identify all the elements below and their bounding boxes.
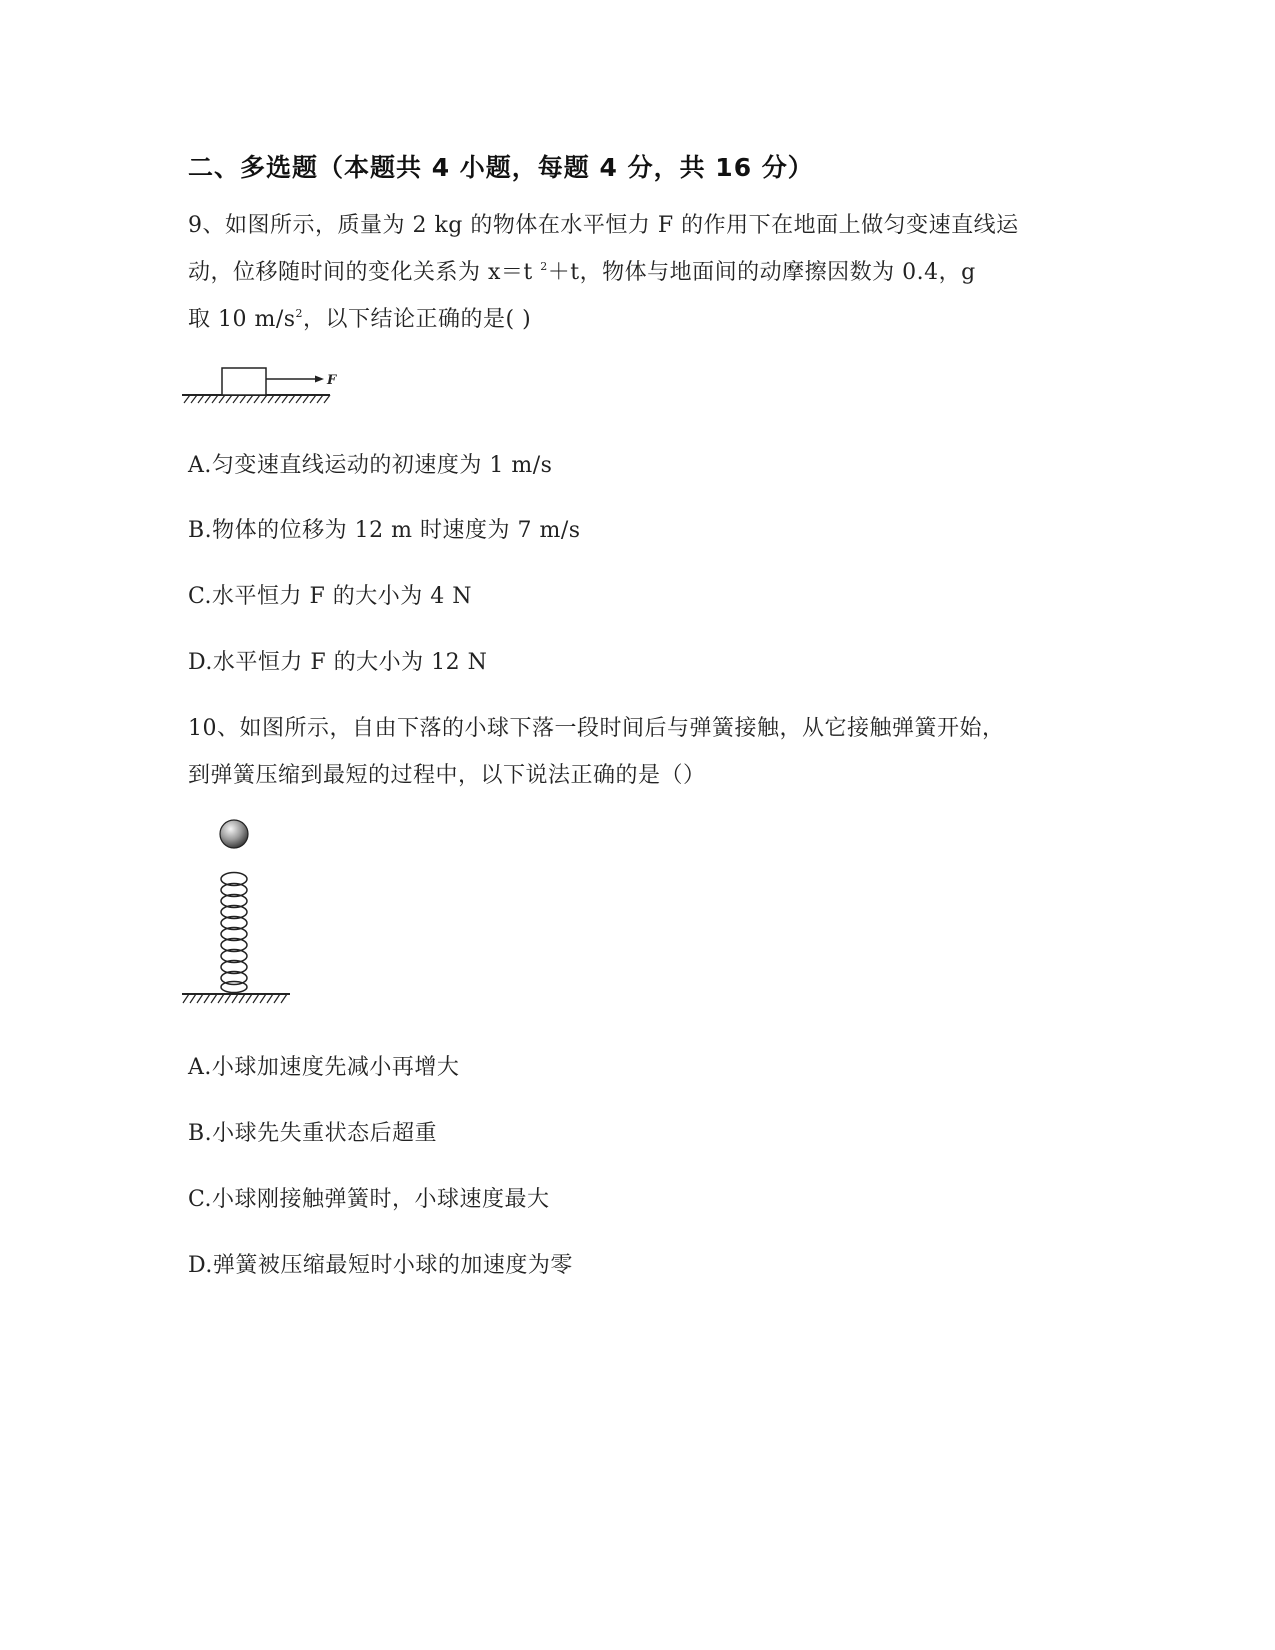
force-label: F	[327, 373, 337, 388]
floor-hatching	[182, 994, 290, 1003]
block-shape	[222, 368, 266, 395]
force-arrow-head	[315, 376, 324, 383]
q9-line2-part-a: 动，位移随时间的变化关系为 x＝t	[188, 260, 541, 285]
q9-line3-part-a: 取 10 m/s	[188, 307, 296, 332]
ball	[220, 820, 248, 848]
ground-hatching	[182, 395, 330, 403]
q9-option-d: D.水平恒力 F 的大小为 12 N	[188, 650, 488, 675]
q9-text-line-1: 9、如图所示，质量为 2 kg 的物体在水平恒力 F 的作用下在地面上做匀变速直线运	[188, 213, 1019, 238]
q10-option-c: C.小球刚接触弹簧时，小球速度最大	[188, 1187, 550, 1212]
q9-line2-part-b: ＋t，物体与地面间的动摩擦因数为 0.4，g	[547, 260, 976, 285]
q9-option-b: B.物体的位移为 12 m 时速度为 7 m/s	[188, 518, 581, 543]
q9-text-line-2	[188, 255, 976, 286]
q9-line3-part-b: ，以下结论正确的是( )	[303, 307, 532, 332]
q9-text-line-3	[188, 302, 531, 333]
q9-line3-superscript: 2	[295, 307, 304, 320]
q9-line2-superscript: 2	[540, 260, 548, 273]
q9-option-a: A.匀变速直线运动的初速度为 1 m/s	[188, 453, 553, 478]
ball-spring-figure	[180, 812, 300, 1012]
block-force-figure	[180, 362, 350, 412]
q9-option-c: C.水平恒力 F 的大小为 4 N	[188, 584, 473, 609]
q10-option-d: D.弹簧被压缩最短时小球的加速度为零	[188, 1253, 573, 1278]
spring-coil	[221, 873, 247, 993]
q10-option-a: A.小球加速度先减小再增大	[188, 1055, 460, 1080]
q10-option-b: B.小球先失重状态后超重	[188, 1121, 438, 1146]
section-title: 二、多选题（本题共 4 小题，每题 4 分，共 16 分）	[188, 153, 814, 182]
q10-text-line-2: 到弹簧压缩到最短的过程中，以下说法正确的是（）	[188, 763, 706, 788]
q10-text-line-1: 10、如图所示，自由下落的小球下落一段时间后与弹簧接触，从它接触弹簧开始，	[188, 716, 1005, 741]
